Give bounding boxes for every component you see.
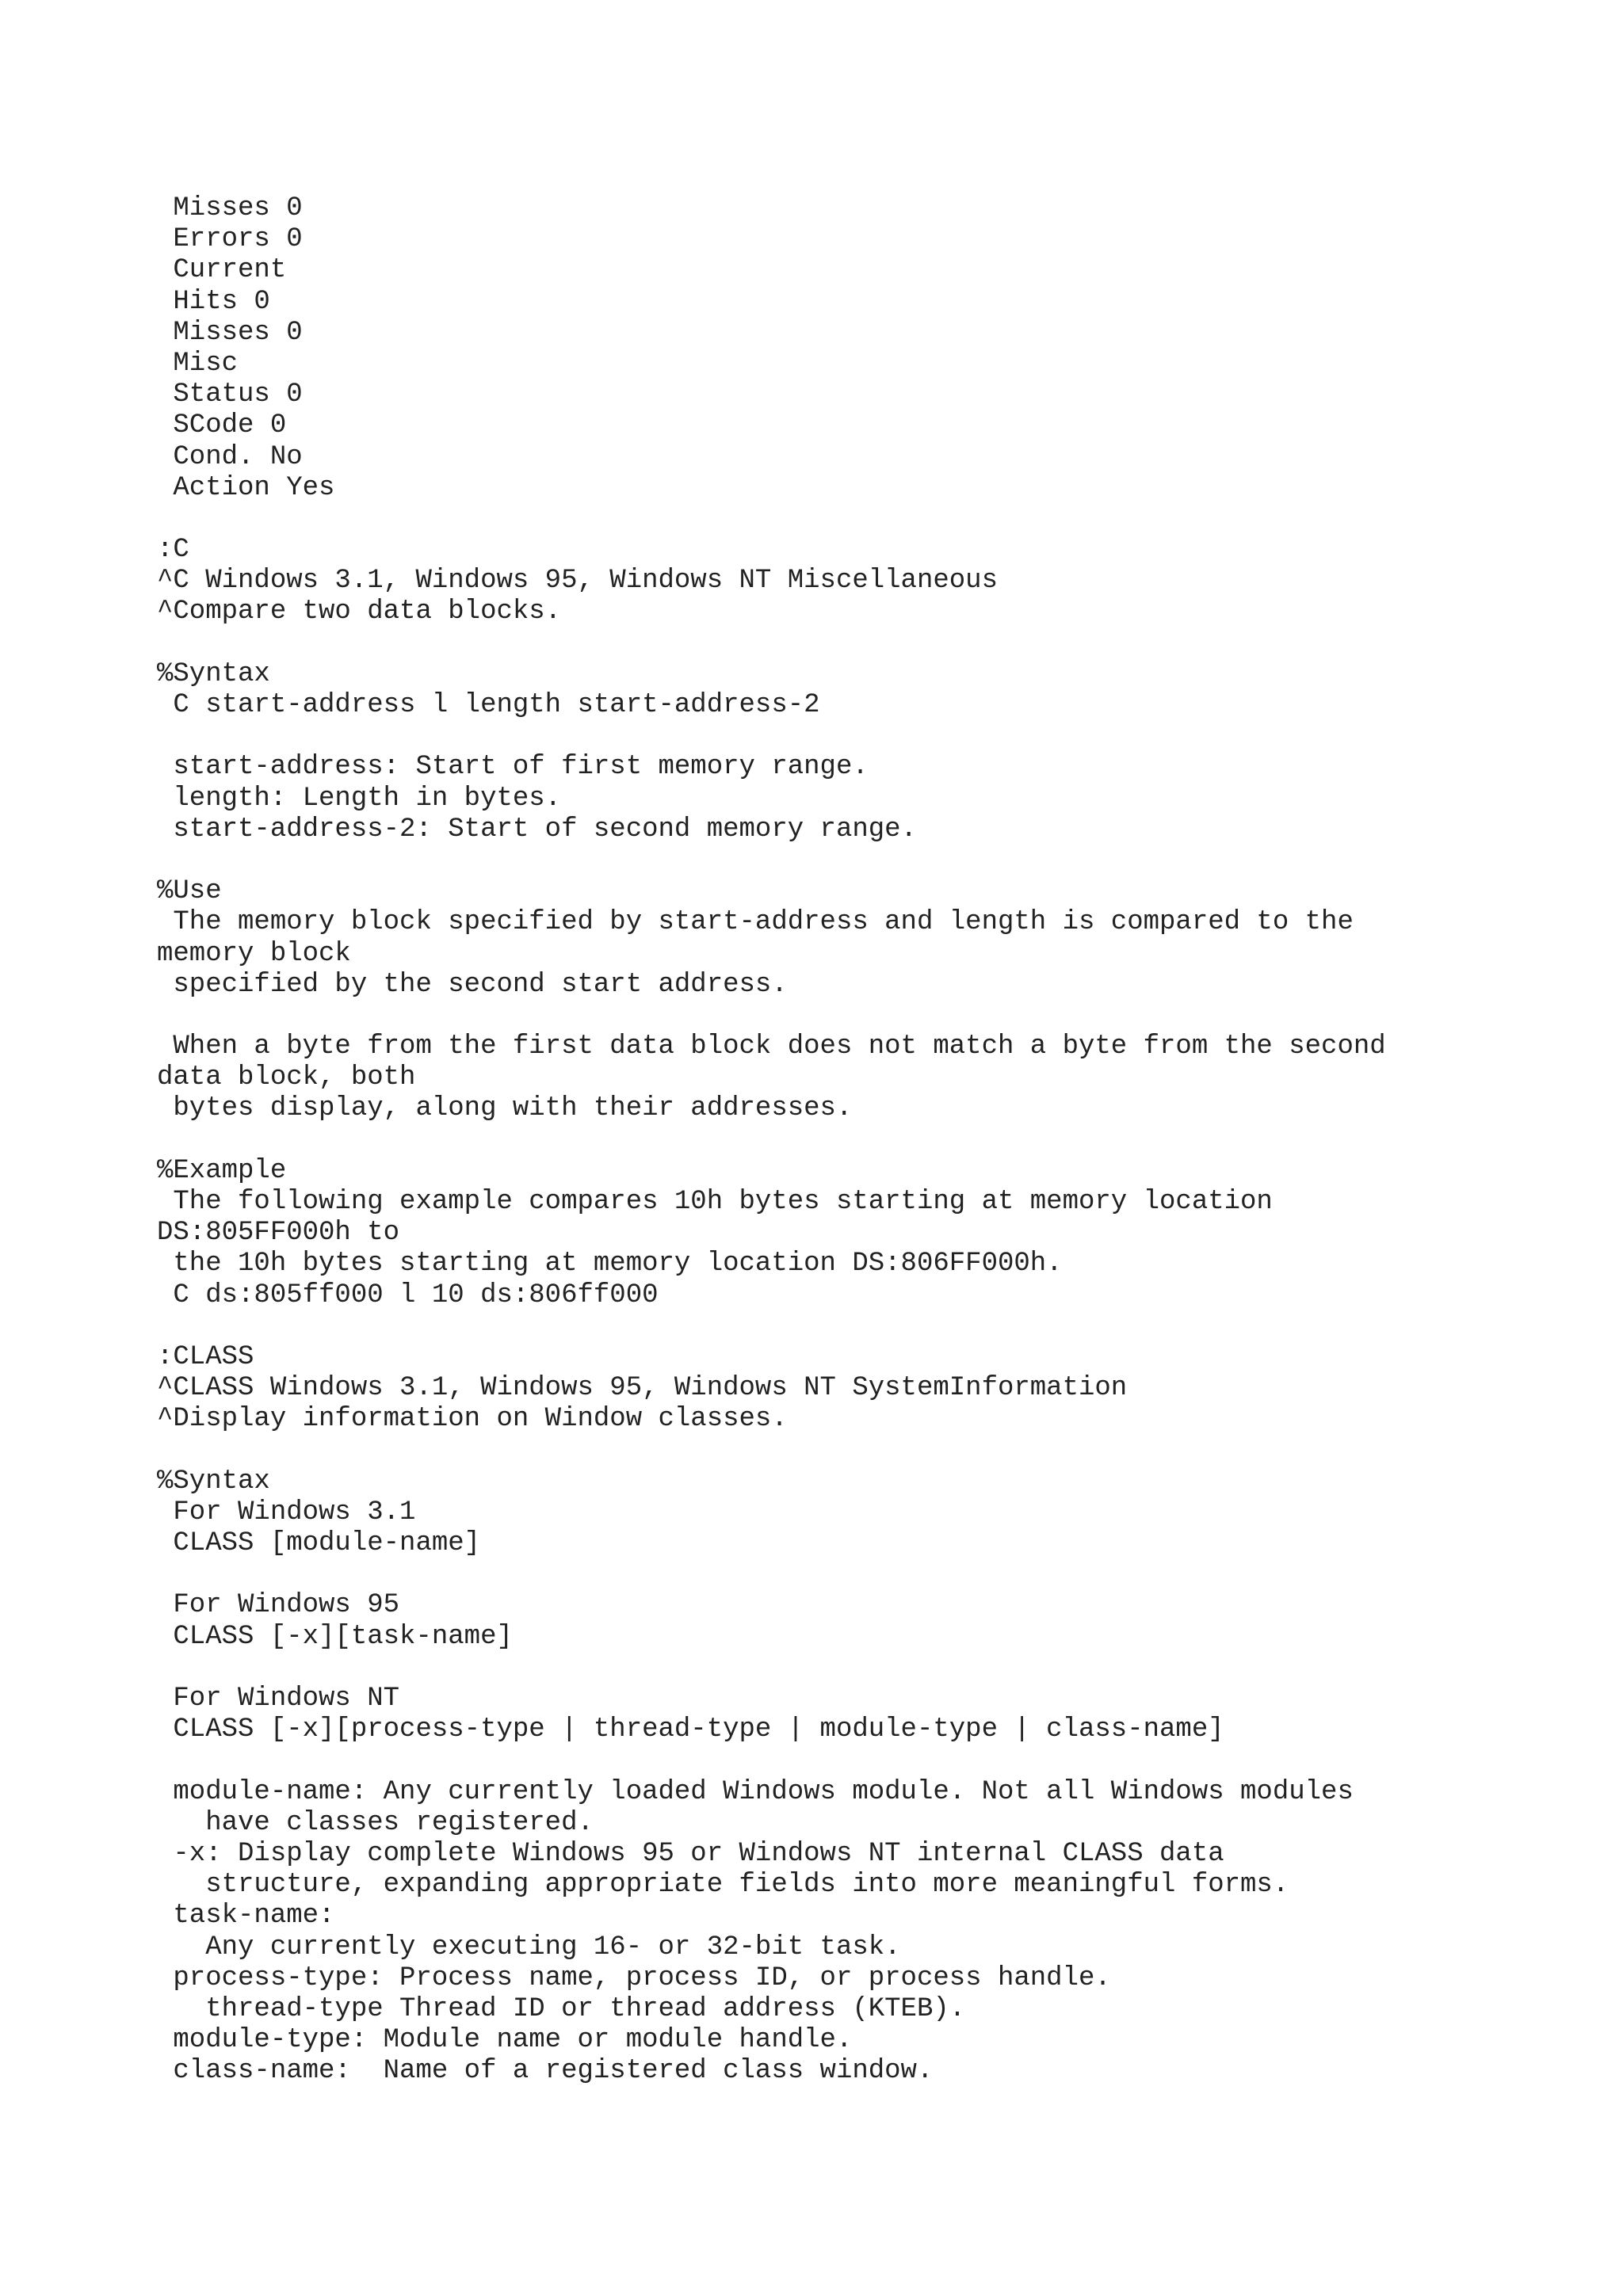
text-line: C start-address l length start-address-2 [157, 690, 820, 720]
text-line: ^C Windows 3.1, Windows 95, Windows NT Miscellaneous [157, 566, 998, 597]
text-line: ^Display information on Window classes. [157, 1404, 788, 1435]
text-line: class-name: Name of a registered class window. [157, 2056, 934, 2087]
blank-line [157, 1001, 1583, 1032]
text-line: For Windows 95 [157, 1590, 400, 1621]
text-line: length: Length in bytes. [157, 783, 562, 814]
text-line: %Syntax [157, 658, 270, 689]
text-line: bytes display, along with their addresses. [157, 1093, 853, 1124]
blank-line [157, 1653, 1583, 1684]
blank-line [157, 1745, 1583, 1776]
text-line: task-name: [157, 1901, 335, 1932]
text-line: When a byte from the first data block does not match a byte from the second [157, 1032, 1386, 1062]
text-line: have classes registered. [157, 1807, 594, 1838]
blank-line [157, 628, 1583, 659]
blank-line [157, 1311, 1583, 1342]
text-line: CLASS [-x][process-type | thread-type | module-type | class-name] [157, 1714, 1224, 1745]
text-line: For Windows 3.1 [157, 1497, 416, 1527]
blank-line [157, 1125, 1583, 1156]
text-line: process-type: Process name, process ID, or process handle. [157, 1962, 1111, 1993]
text-line: %Example [157, 1155, 287, 1186]
text-line: thread-type Thread ID or thread address (KTEB). [157, 1993, 966, 2024]
text-line: SCode 0 [157, 410, 287, 441]
text-line: The following example compares 10h bytes starting at memory location [157, 1187, 1273, 1217]
text-line: Errors 0 [157, 224, 303, 255]
text-line: Any currently executing 16- or 32-bit task. [157, 1932, 901, 1962]
text-line: structure, expanding appropriate fields into more meaningful forms. [157, 1870, 1289, 1901]
text-line: memory block [157, 938, 351, 969]
text-line: The memory block specified by start-address and length is compared to the [157, 907, 1354, 938]
text-line: ^CLASS Windows 3.1, Windows 95, Windows NT SystemInformation [157, 1373, 1128, 1404]
blank-line [157, 504, 1583, 535]
text-line: Cond. No [157, 441, 303, 472]
text-line: Current [157, 255, 287, 286]
text-line: C ds:805ff000 l 10 ds:806ff000 [157, 1280, 659, 1310]
text-line: :CLASS [157, 1341, 254, 1372]
text-line: the 10h bytes starting at memory location DS:806FF000h. [157, 1249, 1063, 1280]
text-line: module-name: Any currently loaded Windows module. Not all Windows modules [157, 1776, 1354, 1807]
blank-line [157, 845, 1583, 876]
text-line: DS:805FF000h to [157, 1218, 400, 1249]
text-line: ^Compare two data blocks. [157, 597, 562, 627]
text-line: Status 0 [157, 379, 303, 410]
text-line: start-address: Start of first memory range. [157, 752, 869, 783]
text-line: %Syntax [157, 1466, 270, 1497]
text-line: Misses 0 [157, 193, 303, 223]
text-line: Misses 0 [157, 317, 303, 348]
text-line: %Use [157, 876, 222, 907]
text-line: module-type: Module name or module handle. [157, 2025, 853, 2056]
text-line: For Windows NT [157, 1684, 400, 1714]
text-line: -x: Display complete Windows 95 or Windows NT internal CLASS data [157, 1838, 1224, 1869]
text-line: data block, both [157, 1062, 416, 1093]
blank-line [157, 721, 1583, 752]
text-line: Action Yes [157, 472, 335, 503]
text-line: start-address-2: Start of second memory range. [157, 814, 917, 845]
text-line: CLASS [module-name] [157, 1528, 481, 1559]
text-line: :C [157, 535, 189, 566]
text-line: Misc [157, 348, 239, 379]
text-line: Hits 0 [157, 286, 270, 317]
blank-line [157, 1436, 1583, 1466]
text-line: CLASS [-x][task-name] [157, 1621, 513, 1652]
blank-line [157, 1559, 1583, 1590]
text-line: specified by the second start address. [157, 969, 788, 1000]
document-text [157, 193, 1583, 2087]
